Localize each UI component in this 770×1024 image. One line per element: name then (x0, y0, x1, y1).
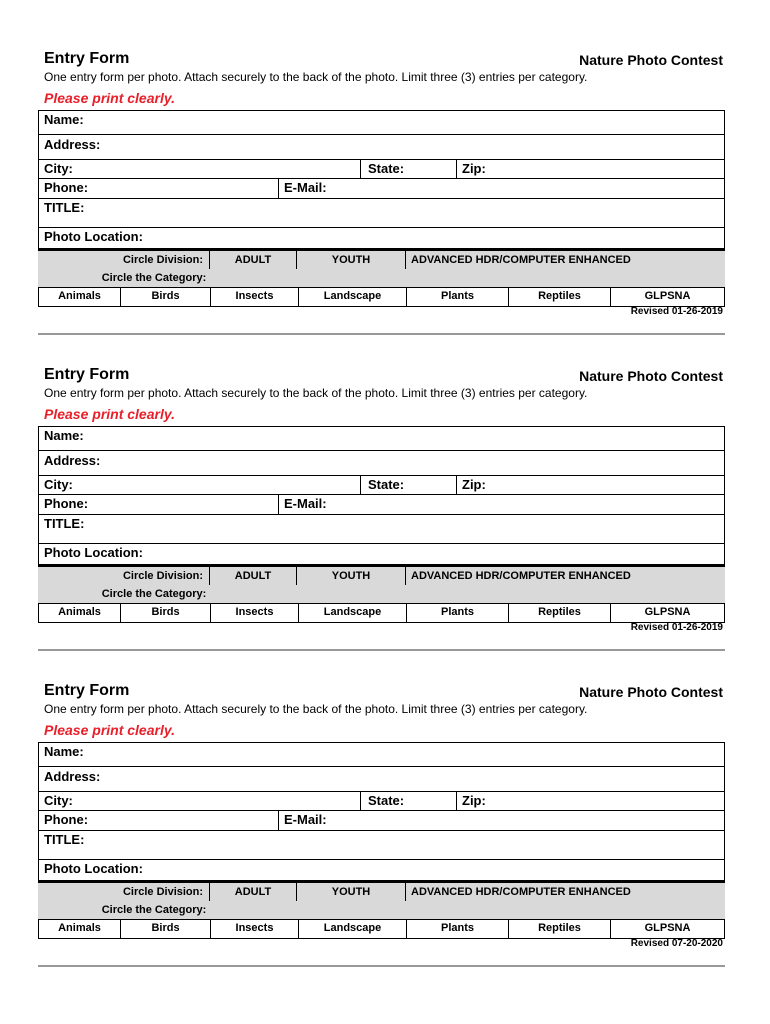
title-field-label: TITLE: (44, 516, 85, 531)
divider (360, 791, 361, 810)
divider (38, 178, 725, 179)
entry-form (38, 366, 725, 676)
name-field-label: Name: (44, 428, 84, 443)
division-option[interactable]: ADULT (234, 570, 272, 582)
divider (38, 766, 725, 767)
form-separator (38, 649, 725, 651)
category-label: Circle the Category: (101, 588, 207, 600)
category-option[interactable]: Plants (406, 288, 508, 306)
divider (38, 791, 725, 792)
contest-name: Nature Photo Contest (579, 684, 723, 700)
divider (38, 494, 725, 495)
name-field-label: Name: (44, 112, 84, 127)
divider (38, 859, 725, 860)
please-print-note: Please print clearly. (44, 406, 175, 422)
divider (38, 198, 725, 199)
city-field-label: City: (44, 477, 73, 492)
divider (456, 791, 457, 810)
contest-name: Nature Photo Contest (579, 52, 723, 68)
zip-field-label: Zip: (462, 477, 486, 492)
category-option[interactable]: GLPSNA (610, 288, 725, 306)
divider (38, 227, 725, 228)
division-option[interactable]: ADVANCED HDR/COMPUTER ENHANCED (411, 254, 631, 266)
entry-form (38, 50, 725, 360)
division-row (38, 251, 725, 269)
category-option[interactable]: GLPSNA (610, 920, 725, 938)
division-label: Circle Division: (122, 570, 204, 582)
division-option[interactable]: YOUTH (331, 570, 371, 582)
divider (38, 475, 725, 476)
form-header (44, 682, 723, 702)
category-label: Circle the Category: (101, 272, 207, 284)
category-option[interactable]: Birds (120, 920, 210, 938)
revised-date: Revised 01-26-2019 (630, 306, 723, 317)
photo-location-label: Photo Location: (44, 861, 143, 876)
divider (278, 178, 279, 198)
divider (360, 159, 361, 178)
category-label-row (38, 901, 725, 920)
address-field-label: Address: (44, 453, 101, 468)
entry-fields-box (38, 426, 725, 633)
entry-fields-box (38, 742, 725, 949)
form-header (44, 50, 723, 70)
divider (405, 251, 406, 269)
entry-fields-box (38, 110, 725, 317)
form-header (44, 366, 723, 386)
phone-field-label: Phone: (44, 496, 89, 511)
form-separator (38, 965, 725, 967)
form-title: Entry Form (44, 366, 130, 383)
please-print-note: Please print clearly. (44, 722, 175, 738)
category-option[interactable]: Plants (406, 604, 508, 622)
category-option[interactable]: GLPSNA (610, 604, 725, 622)
form-title: Entry Form (44, 50, 130, 67)
phone-field-label: Phone: (44, 812, 89, 827)
divider (456, 159, 457, 178)
divider (278, 810, 279, 830)
photo-location-label: Photo Location: (44, 545, 143, 560)
division-option[interactable]: YOUTH (331, 886, 371, 898)
category-option[interactable]: Landscape (298, 604, 406, 622)
division-label: Circle Division: (122, 254, 204, 266)
name-field-label: Name: (44, 744, 84, 759)
category-option[interactable]: Insects (210, 920, 298, 938)
category-option[interactable]: Insects (210, 604, 298, 622)
divider (38, 543, 725, 544)
revised-date: Revised 01-26-2019 (630, 622, 723, 633)
divider (38, 514, 725, 515)
address-field-label: Address: (44, 137, 101, 152)
divider (405, 883, 406, 901)
contest-name: Nature Photo Contest (579, 368, 723, 384)
divider (405, 567, 406, 585)
category-row (38, 604, 725, 623)
category-option[interactable]: Animals (38, 920, 120, 938)
city-field-label: City: (44, 161, 73, 176)
category-option[interactable]: Landscape (298, 288, 406, 306)
divider (456, 475, 457, 494)
divider (278, 494, 279, 514)
division-option[interactable]: ADULT (234, 886, 272, 898)
division-row (38, 883, 725, 901)
photo-location-label: Photo Location: (44, 229, 143, 244)
divider (38, 134, 725, 135)
category-label: Circle the Category: (101, 904, 207, 916)
division-option[interactable]: YOUTH (331, 254, 371, 266)
divider (38, 830, 725, 831)
revised-date: Revised 07-20-2020 (630, 938, 723, 949)
divider (38, 810, 725, 811)
please-print-note: Please print clearly. (44, 90, 175, 106)
division-option[interactable]: ADULT (234, 254, 272, 266)
division-row (38, 567, 725, 585)
category-option[interactable]: Animals (38, 604, 120, 622)
state-field-label: State: (368, 161, 405, 176)
phone-field-label: Phone: (44, 180, 89, 195)
email-field-label: E-Mail: (284, 496, 327, 511)
category-row (38, 920, 725, 939)
category-option[interactable]: Reptiles (508, 604, 610, 622)
category-row (38, 288, 725, 307)
category-option[interactable]: Reptiles (508, 288, 610, 306)
entry-form (38, 682, 725, 992)
instructions: One entry form per photo. Attach securely to the back of the photo. Limit three (3) entries per category. (44, 386, 588, 400)
category-option[interactable]: Reptiles (508, 920, 610, 938)
category-option[interactable]: Birds (120, 288, 210, 306)
title-field-label: TITLE: (44, 832, 85, 847)
address-field-label: Address: (44, 769, 101, 784)
email-field-label: E-Mail: (284, 812, 327, 827)
category-option[interactable]: Birds (120, 604, 210, 622)
category-option[interactable]: Plants (406, 920, 508, 938)
divider (38, 159, 725, 160)
zip-field-label: Zip: (462, 161, 486, 176)
category-option[interactable]: Animals (38, 288, 120, 306)
zip-field-label: Zip: (462, 793, 486, 808)
state-field-label: State: (368, 477, 405, 492)
division-option[interactable]: ADVANCED HDR/COMPUTER ENHANCED (411, 570, 631, 582)
category-option[interactable]: Insects (210, 288, 298, 306)
city-field-label: City: (44, 793, 73, 808)
form-title: Entry Form (44, 682, 130, 699)
title-field-label: TITLE: (44, 200, 85, 215)
category-label-row (38, 585, 725, 604)
state-field-label: State: (368, 793, 405, 808)
email-field-label: E-Mail: (284, 180, 327, 195)
instructions: One entry form per photo. Attach securely to the back of the photo. Limit three (3) entries per category. (44, 70, 588, 84)
divider (360, 475, 361, 494)
division-label: Circle Division: (122, 886, 204, 898)
category-label-row (38, 269, 725, 288)
instructions: One entry form per photo. Attach securely to the back of the photo. Limit three (3) entries per category. (44, 702, 588, 716)
category-option[interactable]: Landscape (298, 920, 406, 938)
form-separator (38, 333, 725, 335)
division-option[interactable]: ADVANCED HDR/COMPUTER ENHANCED (411, 886, 631, 898)
divider (38, 450, 725, 451)
